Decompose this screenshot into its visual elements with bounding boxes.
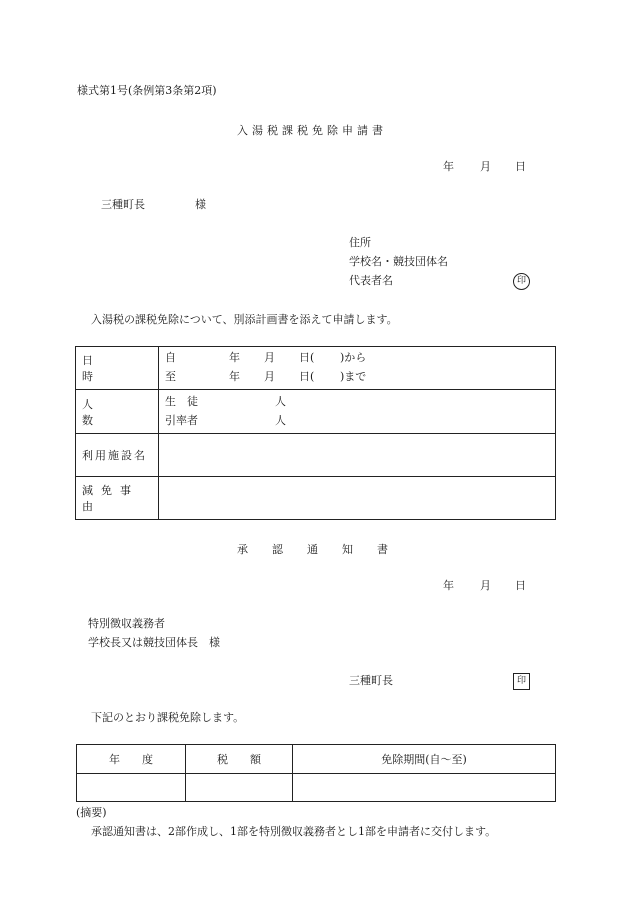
- facility-label-cell: [76, 434, 159, 477]
- datetime-value-cell: [159, 347, 556, 390]
- facility-row: [76, 434, 556, 477]
- header-tax-amount: 税 額: [186, 745, 293, 774]
- value-exemption-period: [293, 774, 556, 802]
- approval-table: [76, 744, 556, 802]
- header-fiscal-year: 年 度: [77, 745, 186, 774]
- form-number: 様式第1号(条例第3条第2項): [77, 84, 217, 97]
- approval-to-line1: 特別徴収義務者: [88, 617, 165, 630]
- header-exemption-period: 免除期間(自〜至): [293, 745, 556, 774]
- approval-notice-text: 下記のとおり課税免除します。: [91, 711, 245, 724]
- to-month: 月: [264, 370, 275, 383]
- students-row: [165, 393, 549, 412]
- reason-value-cell: [159, 477, 556, 520]
- to-day: 日(: [299, 370, 315, 383]
- value-fiscal-year: [77, 774, 186, 802]
- school-label: 学校名・競技団体名: [349, 255, 448, 268]
- approval-table-header-row: [77, 745, 556, 774]
- leaders-unit: 人: [275, 413, 286, 427]
- application-table: [75, 346, 556, 520]
- people-row: [76, 390, 556, 434]
- from-day: 日(: [299, 351, 315, 364]
- approval-date-month: 月: [480, 579, 491, 592]
- approval-to-line2: 学校長又は競技団体長 様: [88, 636, 220, 649]
- facility-value-cell: [159, 434, 556, 477]
- date-month: 月: [480, 160, 491, 173]
- from-row: [165, 349, 549, 368]
- people-value-cell: [159, 390, 556, 434]
- from-prefix: 自: [165, 351, 176, 364]
- facility-label: 利用施設名: [82, 449, 147, 462]
- to-close: )まで: [340, 370, 367, 383]
- page-title: 入湯税課税免除申請書: [237, 124, 387, 137]
- people-label: 人数: [82, 397, 139, 427]
- date-year: 年: [443, 160, 454, 173]
- value-tax-amount: [186, 774, 293, 802]
- datetime-label: 日時: [82, 354, 139, 383]
- approval-seal-mark: 印: [513, 673, 530, 690]
- approval-table-value-row: [77, 774, 556, 802]
- approval-title: 承認通知書: [237, 543, 412, 556]
- students-label: 生 徒: [165, 394, 198, 408]
- remarks-heading: (摘要): [76, 806, 107, 819]
- from-year: 年: [229, 351, 240, 364]
- datetime-row: [76, 347, 556, 390]
- seal-mark: 印: [513, 273, 530, 290]
- reason-row: [76, 477, 556, 520]
- addressee-name: 三種町長: [101, 198, 145, 211]
- remarks-text: 承認通知書は、2部作成し、1部を特別徴収義務者とし1部を申請者に交付します。: [91, 825, 497, 838]
- leaders-row: [165, 412, 549, 431]
- to-year: 年: [229, 370, 240, 383]
- approval-from-name: 三種町長: [349, 674, 393, 687]
- datetime-label-cell: [76, 347, 159, 390]
- leaders-label: 引率者: [165, 413, 198, 427]
- addressee-honorific: 様: [195, 198, 206, 211]
- reason-label-cell: [76, 477, 159, 520]
- from-close: )から: [340, 351, 367, 364]
- approval-date-year: 年: [443, 579, 454, 592]
- approval-date-day: 日: [515, 579, 526, 592]
- from-month: 月: [264, 351, 275, 364]
- representative-label: 代表者名: [349, 274, 393, 287]
- reason-label: 減免事由: [82, 484, 139, 513]
- address-label: 住所: [349, 236, 371, 249]
- students-unit: 人: [275, 394, 286, 408]
- date-day: 日: [515, 160, 526, 173]
- to-prefix: 至: [165, 370, 176, 383]
- request-text: 入湯税の課税免除について、別添計画書を添えて申請します。: [91, 313, 398, 326]
- people-label-cell: [76, 390, 159, 434]
- to-row: [165, 368, 549, 387]
